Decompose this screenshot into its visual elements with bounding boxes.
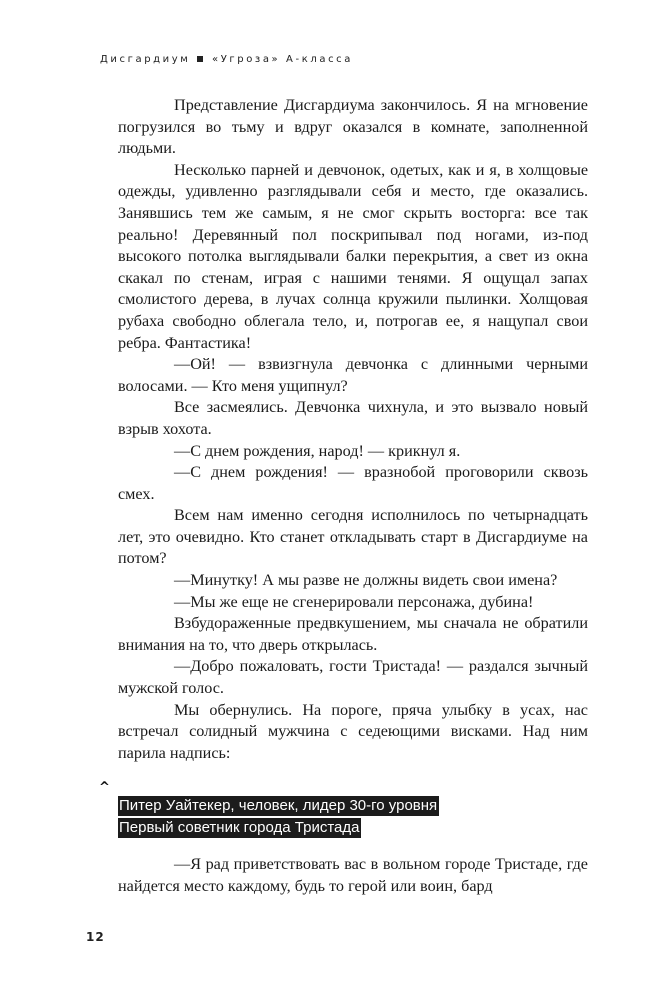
paragraph: Всем нам именно сегодня исполнилось по четырнадцать лет, это очевидно. Кто станет откладывать старт в Дисгардиуме на потом? [118, 506, 588, 568]
paragraph: —С днем рождения, народ! — крикнул я. [174, 441, 461, 460]
page-number: 12 [86, 930, 105, 944]
continuation-text [118, 854, 588, 897]
paragraph: —Минутку! А мы разве не должны видеть свои имена? [174, 571, 558, 590]
paragraph: —С днем рождения! — вразнобой проговорили сквозь смех. [118, 463, 588, 503]
paragraph: Представление Дисгардиума закончилось. Я на мгновение погрузился во тьму и вдруг оказался в комнате, заполненной людьми. [118, 96, 588, 158]
paragraph: —Я рад приветствовать вас в вольном городе Тристаде, где найдется место каждому, будь то герой или воин, бард [118, 855, 588, 895]
running-head-subtitle: «Угроза» А-класса [211, 54, 353, 65]
running-head-book: Дисгардиум [100, 54, 191, 65]
paragraph: Все засмеялись. Девчонка чихнула, и это вызвало новый взрыв хохота. [118, 398, 588, 438]
paragraph: —Добро пожаловать, гости Тристада! — раздался зычный мужской голос. [118, 657, 588, 698]
paragraph: Мы обернулись. На пороге, пряча улыбку в усах, нас встречал солидный мужчина с седеющими висками. Над ним парила надпись: [118, 700, 588, 762]
paragraph: Несколько парней и девчонок, одетых, как и я, в холщовые одежды, удивленно разглядывали себя и место, где оказались. Занявшись тем же самым, я не смог скрыть восторга: все так реально! Деревянный пол поскрипывал под ногами, из-под высокого потолка выглядывали балки перекрытия, а свет из окна скакал по стенам, играя с нашими тенями. Я ощущал запах смолистого дерева, в лучах солнца кружили пылинки. Холщовая рубаха свободно облегала тело, и, потрогав ее, я нащупал свои ребра. Фантастика! [118, 160, 588, 352]
running-head [100, 54, 353, 65]
main-text [118, 95, 588, 764]
paragraph: —Мы же еще не сгенерировали персонажа, дубина! [174, 592, 534, 611]
system-message-line: Первый советник города Тристада [119, 819, 360, 836]
caret-icon: ^ [99, 780, 110, 795]
paragraph: —Ой! — взвизгнула девчонка с длинными черными волосами. — Кто меня ущипнул? [118, 355, 588, 395]
square-separator-icon [197, 56, 203, 62]
system-message-line: Питер Уайтекер, человек, лидер 30-го уровня [119, 797, 438, 814]
paragraph: Взбудораженные предвкушением, мы сначала не обратили внимания на то, что дверь открылась. [118, 614, 588, 654]
system-message [118, 796, 439, 840]
